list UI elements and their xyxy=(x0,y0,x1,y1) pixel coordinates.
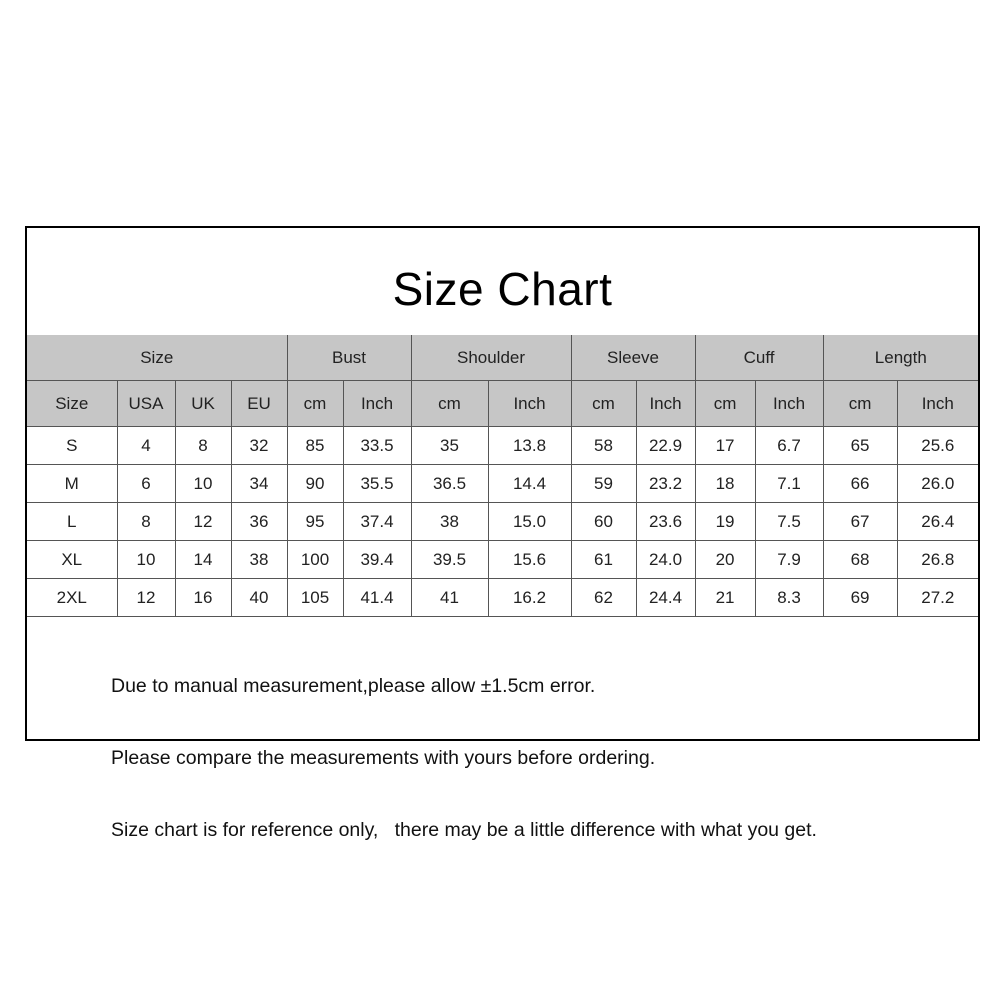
table-cell: 35.5 xyxy=(343,465,411,503)
table-cell: 68 xyxy=(823,541,897,579)
table-cell: 34 xyxy=(231,465,287,503)
note-line: Please compare the measurements with yours before ordering. xyxy=(111,747,656,769)
table-cell: 14.4 xyxy=(488,465,571,503)
table-cell: 41.4 xyxy=(343,579,411,617)
table-cell: 2XL xyxy=(27,579,117,617)
table-cell: M xyxy=(27,465,117,503)
table-cell: 21 xyxy=(695,579,755,617)
table-cell: 6 xyxy=(117,465,175,503)
table-cell: 16.2 xyxy=(488,579,571,617)
table-cell: 65 xyxy=(823,427,897,465)
table-cell: 16 xyxy=(175,579,231,617)
column-header-row xyxy=(27,381,978,427)
table-cell: 25.6 xyxy=(897,427,978,465)
table-cell: 17 xyxy=(695,427,755,465)
table-cell: 24.0 xyxy=(636,541,695,579)
table-cell: 18 xyxy=(695,465,755,503)
table-cell: 7.1 xyxy=(755,465,823,503)
note-line: Due to manual measurement,please allow ±1.5cm error. xyxy=(111,675,596,697)
table-cell: S xyxy=(27,427,117,465)
column-header-cell: Inch xyxy=(755,381,823,427)
column-header-cell: cm xyxy=(823,381,897,427)
group-header-cell: Sleeve xyxy=(571,335,695,381)
table-cell: 59 xyxy=(571,465,636,503)
table-cell: 22.9 xyxy=(636,427,695,465)
size-chart-frame xyxy=(25,226,980,841)
table-row xyxy=(27,427,978,465)
table-cell: 12 xyxy=(175,503,231,541)
table-cell: 8 xyxy=(117,503,175,541)
table-cell: 26.8 xyxy=(897,541,978,579)
table-row xyxy=(27,579,978,617)
table-cell: XL xyxy=(27,541,117,579)
table-cell: 58 xyxy=(571,427,636,465)
table-cell: 95 xyxy=(287,503,343,541)
table-cell: 36 xyxy=(231,503,287,541)
table-cell: 27.2 xyxy=(897,579,978,617)
column-header-cell: EU xyxy=(231,381,287,427)
column-header-cell: cm xyxy=(287,381,343,427)
table-cell: 62 xyxy=(571,579,636,617)
table-cell: 23.2 xyxy=(636,465,695,503)
column-header-cell: Inch xyxy=(897,381,978,427)
table-cell: 8.3 xyxy=(755,579,823,617)
table-cell: 33.5 xyxy=(343,427,411,465)
table-cell: 61 xyxy=(571,541,636,579)
table-cell: 39.4 xyxy=(343,541,411,579)
table-cell: 40 xyxy=(231,579,287,617)
table-cell: 24.4 xyxy=(636,579,695,617)
table-cell: 37.4 xyxy=(343,503,411,541)
column-header-cell: cm xyxy=(411,381,488,427)
column-header-cell: cm xyxy=(571,381,636,427)
table-cell: 35 xyxy=(411,427,488,465)
table-cell: 13.8 xyxy=(488,427,571,465)
table-cell: 69 xyxy=(823,579,897,617)
table-cell: 67 xyxy=(823,503,897,541)
table-cell: 10 xyxy=(175,465,231,503)
column-header-cell: Inch xyxy=(636,381,695,427)
table-cell: 36.5 xyxy=(411,465,488,503)
column-header-cell: Size xyxy=(27,381,117,427)
table-cell: 32 xyxy=(231,427,287,465)
column-header-cell: cm xyxy=(695,381,755,427)
table-cell: 15.0 xyxy=(488,503,571,541)
group-header-cell: Bust xyxy=(287,335,411,381)
table-cell: 4 xyxy=(117,427,175,465)
note-line: Size chart is for reference only, there may be a little difference with what you get. xyxy=(111,819,817,841)
column-header-cell: Inch xyxy=(488,381,571,427)
table-row xyxy=(27,465,978,503)
group-header-cell: Size xyxy=(27,335,287,381)
table-cell: 38 xyxy=(411,503,488,541)
table-cell: 7.9 xyxy=(755,541,823,579)
table-cell: 66 xyxy=(823,465,897,503)
table-cell: 38 xyxy=(231,541,287,579)
table-cell: 26.4 xyxy=(897,503,978,541)
size-table xyxy=(27,335,978,617)
table-cell: 85 xyxy=(287,427,343,465)
column-header-cell: USA xyxy=(117,381,175,427)
table-cell: 8 xyxy=(175,427,231,465)
table-cell: 41 xyxy=(411,579,488,617)
table-cell: 20 xyxy=(695,541,755,579)
column-header-cell: UK xyxy=(175,381,231,427)
table-cell: 90 xyxy=(287,465,343,503)
table-cell: 19 xyxy=(695,503,755,541)
table-cell: 6.7 xyxy=(755,427,823,465)
table-cell: 23.6 xyxy=(636,503,695,541)
table-cell: 7.5 xyxy=(755,503,823,541)
table-cell: 12 xyxy=(117,579,175,617)
table-cell: 105 xyxy=(287,579,343,617)
table-cell: 15.6 xyxy=(488,541,571,579)
group-header-row xyxy=(27,335,978,381)
table-row xyxy=(27,541,978,579)
table-cell: 100 xyxy=(287,541,343,579)
table-cell: 10 xyxy=(117,541,175,579)
group-header-cell: Length xyxy=(823,335,978,381)
table-row xyxy=(27,503,978,541)
table-cell: 26.0 xyxy=(897,465,978,503)
chart-title: Size Chart xyxy=(392,263,613,315)
group-header-cell: Shoulder xyxy=(411,335,571,381)
table-cell: 39.5 xyxy=(411,541,488,579)
table-cell: L xyxy=(27,503,117,541)
group-header-cell: Cuff xyxy=(695,335,823,381)
table-cell: 14 xyxy=(175,541,231,579)
column-header-cell: Inch xyxy=(343,381,411,427)
size-notes xyxy=(111,626,817,890)
table-cell: 60 xyxy=(571,503,636,541)
